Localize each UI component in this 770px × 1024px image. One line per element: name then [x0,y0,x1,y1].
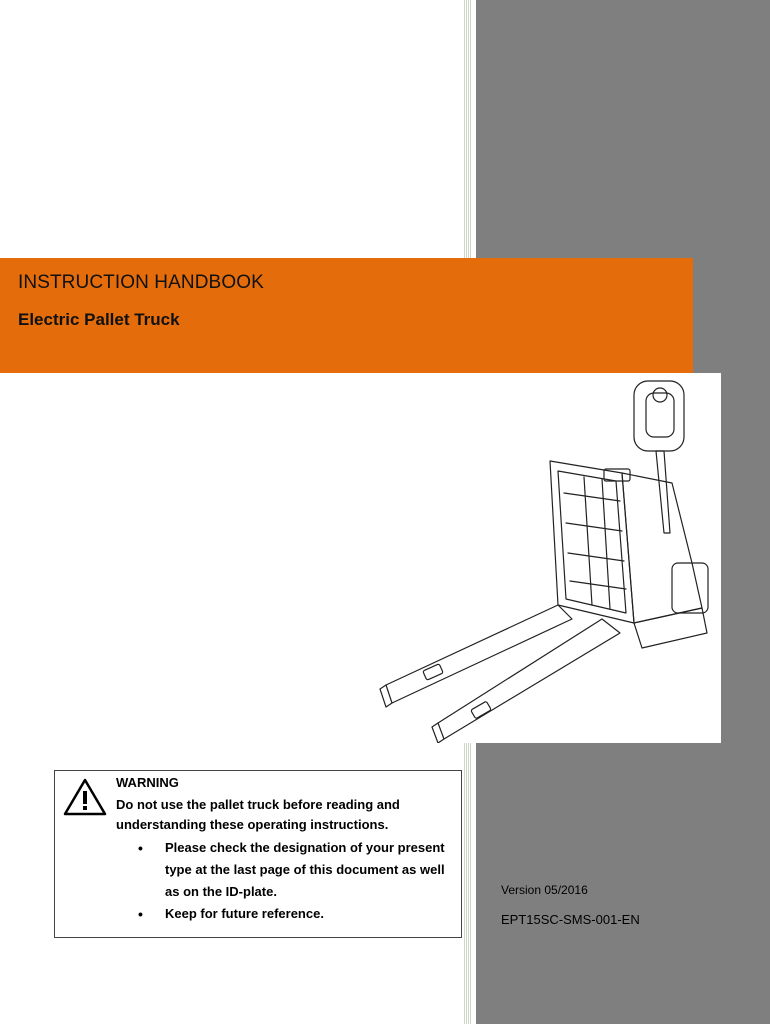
handbook-subtitle: Electric Pallet Truck [18,310,180,329]
backrest [550,461,634,623]
warning-text [116,795,456,835]
version-label: Version 05/2016 [501,883,588,897]
list-item: • Please check the designation of your present type at the last page of this document as well as on the ID-plate. [138,837,448,903]
motor-housing [604,469,708,648]
warning-text-line: understanding these operating instructions. [116,817,389,832]
forks [380,605,620,743]
list-item: • Keep for future reference. [138,903,448,925]
pallet-truck-illustration [372,373,721,743]
title-band [0,258,693,373]
document-id: EPT15SC-SMS-001-EN [501,912,640,927]
warning-heading: WARNING [116,775,179,790]
tiller-head [634,381,684,533]
warning-bullet-list [138,837,448,925]
warning-text-line: Do not use the pallet truck before reading and [116,797,400,812]
warning-box [54,770,462,938]
warning-triangle-icon [62,777,108,817]
handbook-title: INSTRUCTION HANDBOOK [18,272,264,293]
